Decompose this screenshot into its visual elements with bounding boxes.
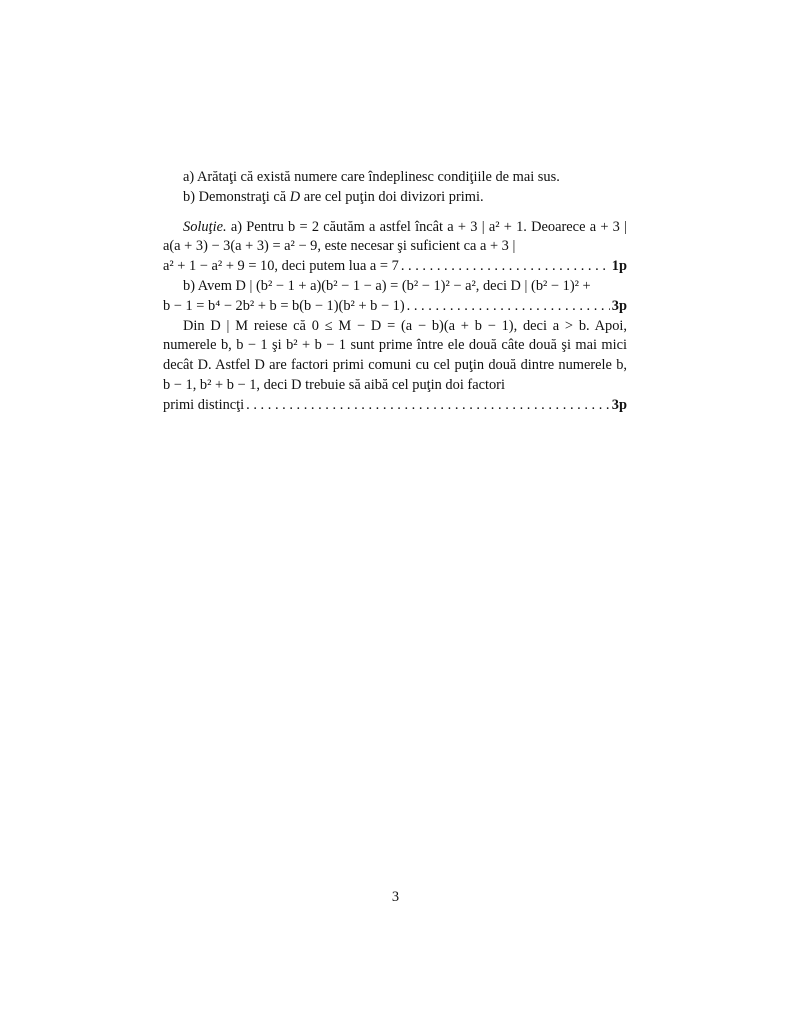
problem-part-a bbox=[163, 168, 627, 188]
dot-leader bbox=[407, 297, 610, 317]
solution-conclusion-final: primi distincţi bbox=[163, 396, 245, 413]
solution-part-b-score-line bbox=[163, 297, 627, 317]
problem-part-b-variable: D bbox=[289, 188, 301, 205]
solution-part-a-conclusion: a² + 1 − a² + 9 = 10, deci putem lua a = 7 bbox=[163, 258, 399, 275]
page-number: 3 bbox=[391, 889, 400, 905]
points-label: 1p bbox=[611, 258, 627, 275]
solution-part-b-conclusion: b − 1 = b⁴ − 2b² + b = b(b − 1)(b² + b − 1) bbox=[163, 297, 405, 314]
dot-leader bbox=[401, 257, 610, 277]
solution-conclusion-score-line bbox=[163, 396, 627, 416]
problem-part-a-text: a) Arătaţi că există numere care îndeplinesc condiţiile de mai sus. bbox=[183, 169, 560, 185]
problem-part-b bbox=[163, 188, 627, 208]
solution-conclusion bbox=[163, 317, 627, 396]
solution-part-b bbox=[163, 277, 627, 297]
points-label: 3p bbox=[611, 297, 627, 314]
solution-heading: Soluţie. bbox=[183, 218, 227, 235]
solution-part-a-score-line bbox=[163, 257, 627, 277]
dot-leader bbox=[246, 396, 610, 416]
problem-part-b-suffix: are cel puţin doi divizori primi. bbox=[300, 188, 484, 205]
points-label: 3p bbox=[611, 396, 627, 413]
solution-part-a-text: a) Pentru b = 2 căutăm a astfel încât a + 3 | a² + 1. Deoarece a + 3 | a(a + 3) − 3(a + 3) = a² − 9, este necesar şi suficient ca a + 3 | bbox=[163, 218, 627, 255]
problem-part-b-prefix: b) Demonstraţi că bbox=[183, 188, 290, 205]
solution-part-b-text: b) Avem D | (b² − 1 + a)(b² − 1 − a) = (b² − 1)² − a², deci D | (b² − 1)² + bbox=[183, 277, 591, 294]
document-body bbox=[163, 168, 627, 416]
solution-conclusion-text: Din D | M reiese că 0 ≤ M − D = (a − b)(a + b − 1), deci a > b. Apoi, numerele b, b − 1 şi b² + b − 1 sunt prime între ele două câte două şi mai mici decât D. Astfel D are factori primi comuni cu cel puţin două dintre numerele b, b − 1, b² + b − 1, deci D trebuie să aibă cel puţin doi factori bbox=[163, 317, 627, 393]
solution-part-a bbox=[163, 218, 627, 258]
